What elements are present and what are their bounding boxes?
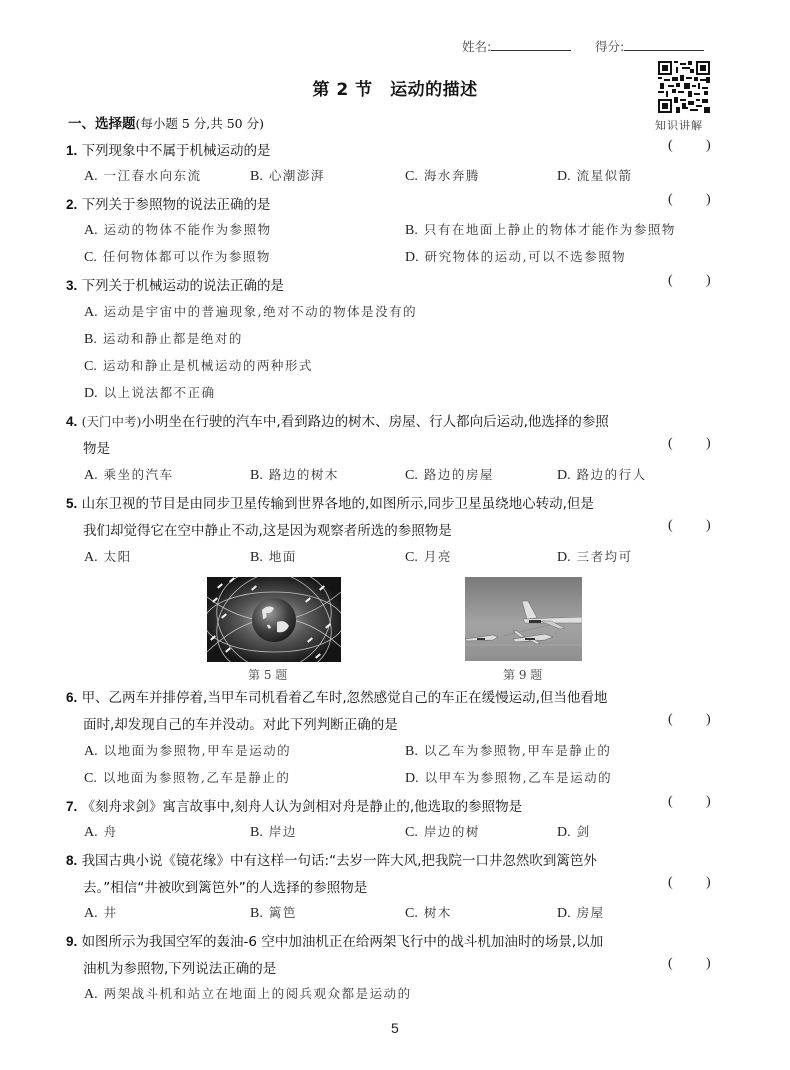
option-text[interactable]: 一江春水向东流	[103, 168, 202, 183]
question-3	[66, 274, 284, 294]
option-text[interactable]: 两架战斗机和站立在地面上的阅兵观众都是运动的	[103, 986, 412, 1001]
question-number: 6.	[66, 690, 78, 705]
option-text[interactable]: 研究物体的运动,可以不选参照物	[424, 249, 627, 264]
option-text[interactable]: 岸边	[268, 824, 297, 839]
paren-close: )	[706, 138, 711, 153]
option-text[interactable]: 以甲车为参照物,乙车是运动的	[424, 770, 613, 785]
option-text[interactable]: 乘坐的汽车	[103, 467, 174, 482]
option-text[interactable]: 路边的树木	[268, 467, 339, 482]
option-c[interactable]	[405, 166, 480, 185]
section-note: (每小题 5 分,共 50 分)	[135, 116, 264, 131]
option-letter[interactable]: D.	[405, 771, 419, 786]
score-label: 得分:	[595, 39, 625, 54]
question-text-line-2: 油机为参照物,下列说法正确的是	[83, 961, 277, 977]
option-text[interactable]: 房屋	[576, 905, 605, 920]
option-b[interactable]	[84, 329, 243, 348]
option-text[interactable]: 任何物体都可以作为参照物	[102, 249, 271, 264]
paren-open[interactable]: (	[668, 518, 673, 533]
option-b[interactable]	[250, 903, 297, 922]
option-letter[interactable]: D.	[557, 906, 571, 921]
option-c[interactable]	[84, 356, 313, 375]
question-number: 4.	[66, 414, 78, 429]
qr-caption: 知识讲解	[655, 119, 703, 132]
option-text[interactable]: 只有在地面上静止的物体才能作为参照物	[423, 222, 676, 237]
option-c[interactable]	[405, 903, 452, 922]
option-letter[interactable]: B.	[250, 468, 263, 483]
question-text: 如图所示为我国空军的轰油-6 空中加油机正在给两架飞行中的战斗机加油时的场景,以加	[81, 934, 604, 950]
paren-open[interactable]: (	[668, 273, 673, 288]
option-letter[interactable]: C.	[405, 906, 418, 921]
name-field[interactable]	[462, 37, 571, 55]
option-letter[interactable]: D.	[557, 468, 571, 483]
question-number: 8.	[66, 853, 78, 868]
option-text[interactable]: 三者均可	[576, 549, 633, 564]
question-number: 1.	[66, 143, 78, 158]
page-title: 第 2 节 运动的描述	[312, 80, 478, 100]
question-text: 甲、乙两车并排停着,当甲车司机看着乙车时,忽然感觉自己的车正在缓慢运动,但当他看地	[81, 690, 608, 706]
option-text[interactable]: 路边的房屋	[423, 467, 494, 482]
question-7	[66, 795, 522, 815]
question-text: 我国古典小说《镜花缘》中有这样一句话:“去岁一阵大风,把我院一口井忽然吹到篱笆外	[81, 853, 597, 869]
option-d[interactable]	[557, 166, 633, 185]
option-a[interactable]	[84, 220, 272, 239]
question-text-line-2: 面时,却发现自己的车并没动。对此下列判断正确的是	[83, 717, 398, 733]
option-letter[interactable]: A.	[84, 825, 98, 840]
option-a[interactable]	[84, 741, 291, 760]
option-b[interactable]	[250, 465, 339, 484]
option-a[interactable]	[84, 166, 202, 185]
option-letter[interactable]: B.	[405, 223, 418, 238]
option-c[interactable]	[84, 768, 290, 787]
question-text-line-2: 去。”相信“井被吹到篱笆外”的人选择的参照物是	[83, 880, 368, 896]
option-d[interactable]	[557, 465, 647, 484]
option-text[interactable]: 运动的物体不能作为参照物	[103, 222, 272, 237]
option-text[interactable]: 井	[103, 905, 118, 920]
option-text[interactable]: 岸边的树	[423, 824, 480, 839]
option-text[interactable]: 流星似箭	[576, 168, 633, 183]
option-b[interactable]	[250, 822, 297, 841]
paren-open: (	[668, 138, 673, 153]
option-a[interactable]	[84, 903, 118, 922]
option-letter[interactable]: D.	[557, 550, 571, 565]
option-letter[interactable]: D.	[557, 825, 571, 840]
question-text: 下列关于参照物的说法正确的是	[81, 197, 271, 213]
paren-close[interactable]: )	[706, 192, 711, 207]
option-letter[interactable]: A.	[84, 744, 98, 759]
option-letter[interactable]: A.	[84, 987, 98, 1002]
paren-close[interactable]: )	[706, 794, 711, 809]
option-letter[interactable]: A.	[84, 305, 98, 320]
paren-open[interactable]: (	[668, 436, 673, 451]
option-text[interactable]: 地面	[268, 549, 297, 564]
option-d[interactable]	[557, 547, 633, 566]
name-label: 姓名:	[462, 39, 492, 54]
qr-code-icon[interactable]	[658, 61, 710, 113]
name-blank[interactable]	[491, 38, 571, 51]
option-text[interactable]: 运动和静止是机械运动的两种形式	[102, 358, 313, 373]
option-letter[interactable]: B.	[84, 332, 97, 347]
option-a[interactable]	[84, 465, 174, 484]
question-1	[66, 139, 271, 159]
question-2	[66, 193, 271, 213]
option-d[interactable]	[84, 383, 216, 402]
paren-open[interactable]: (	[668, 956, 673, 971]
section-heading	[68, 112, 264, 132]
option-c[interactable]	[405, 465, 494, 484]
option-letter[interactable]: B.	[250, 550, 263, 565]
option-d[interactable]	[405, 247, 626, 266]
option-text[interactable]: 月亮	[423, 549, 452, 564]
score-field[interactable]	[595, 37, 704, 55]
option-c[interactable]	[405, 822, 480, 841]
question-text: 小明坐在行驶的汽车中,看到路边的树木、房屋、行人都向后运动,他选择的参照	[141, 414, 609, 430]
option-a[interactable]	[84, 822, 118, 841]
paren-close[interactable]: )	[706, 712, 711, 727]
option-b[interactable]	[405, 220, 676, 239]
option-letter[interactable]: C.	[84, 771, 97, 786]
option-a[interactable]	[84, 984, 412, 1003]
option-text[interactable]: 以地面为参照物,乙车是静止的	[102, 770, 291, 785]
paren-open[interactable]: (	[668, 712, 673, 727]
figure-caption: 第 9 题	[503, 668, 543, 682]
section-title: 一、选择题	[68, 116, 136, 132]
option-d[interactable]	[405, 768, 612, 787]
paren-open[interactable]: (	[668, 192, 673, 207]
question-text: 《刻舟求剑》寓言故事中,刻舟人认为剑相对舟是静止的,他选取的参照物是	[81, 799, 523, 815]
option-a[interactable]	[84, 302, 417, 321]
option-letter[interactable]: C.	[405, 169, 418, 184]
option-letter[interactable]: B.	[405, 744, 418, 759]
option-text[interactable]: 剑	[576, 824, 591, 839]
option-text[interactable]: 篱笆	[268, 905, 297, 920]
question-number: 2.	[66, 197, 78, 212]
option-text[interactable]: 以乙车为参照物,甲车是静止的	[423, 743, 612, 758]
option-b[interactable]	[250, 166, 325, 185]
option-letter[interactable]: B.	[250, 169, 263, 184]
option-letter[interactable]: C.	[405, 550, 418, 565]
option-letter[interactable]: A.	[84, 169, 98, 184]
question-number: 3.	[66, 278, 78, 293]
question-8	[66, 849, 597, 869]
option-letter[interactable]: D.	[84, 386, 98, 401]
option-letter[interactable]: D.	[405, 250, 419, 265]
paren-close[interactable]: )	[706, 273, 711, 288]
question-number: 5.	[66, 496, 78, 511]
question-text-line-2: 物是	[83, 441, 110, 457]
paren-open[interactable]: (	[668, 875, 673, 890]
option-letter[interactable]: A.	[84, 223, 98, 238]
option-d[interactable]	[557, 822, 591, 841]
satellite-earth-image	[207, 577, 341, 662]
option-text[interactable]: 运动和静止都是绝对的	[102, 331, 243, 346]
aerial-refueling-image	[465, 577, 582, 661]
option-text[interactable]: 太阳	[103, 549, 132, 564]
option-text[interactable]: 海水奔腾	[423, 168, 480, 183]
option-letter[interactable]: B.	[250, 825, 263, 840]
option-letter[interactable]: C.	[405, 825, 418, 840]
option-text[interactable]: 以地面为参照物,甲车是运动的	[103, 743, 292, 758]
option-text[interactable]: 树木	[423, 905, 452, 920]
figure-caption: 第 5 题	[248, 668, 288, 682]
option-letter[interactable]: A.	[84, 906, 98, 921]
option-a[interactable]	[84, 547, 132, 566]
question-number: 7.	[66, 799, 78, 814]
question-9	[66, 930, 603, 950]
paren-close[interactable]: )	[706, 436, 711, 451]
option-text[interactable]: 舟	[103, 824, 118, 839]
question-5	[66, 492, 594, 512]
option-letter[interactable]: D.	[557, 169, 571, 184]
question-number: 9.	[66, 934, 78, 949]
option-text[interactable]: 运动是宇宙中的普遍现象,绝对不动的物体是没有的	[103, 304, 418, 319]
option-letter[interactable]: C.	[84, 359, 97, 374]
paren-close[interactable]: )	[706, 956, 711, 971]
question-text: 下列现象中不属于机械运动的是	[81, 143, 271, 159]
option-c[interactable]	[405, 547, 452, 566]
option-text[interactable]: 以上说法都不正确	[103, 385, 216, 400]
option-letter[interactable]: A.	[84, 550, 98, 565]
question-source: (天门中考)	[81, 414, 142, 429]
question-text: 山东卫视的节目是由同步卫星传输到世界各地的,如图所示,同步卫星虽绕地心转动,但是	[81, 496, 594, 512]
option-letter[interactable]: C.	[84, 250, 97, 265]
question-6	[66, 686, 607, 706]
paren-close[interactable]: )	[706, 875, 711, 890]
question-4	[66, 410, 609, 430]
option-letter[interactable]: B.	[250, 906, 263, 921]
option-text[interactable]: 心潮澎湃	[268, 168, 325, 183]
paren-close[interactable]: )	[706, 518, 711, 533]
option-d[interactable]	[557, 903, 605, 922]
paren-open[interactable]: (	[668, 794, 673, 809]
page-number: 5	[391, 1020, 399, 1036]
option-letter[interactable]: C.	[405, 468, 418, 483]
question-text: 下列关于机械运动的说法正确的是	[81, 278, 285, 294]
option-b[interactable]	[250, 547, 297, 566]
option-c[interactable]	[84, 247, 271, 266]
question-text-line-2: 我们却觉得它在空中静止不动,这是因为观察者所选的参照物是	[83, 523, 452, 539]
option-b[interactable]	[405, 741, 611, 760]
score-blank[interactable]	[624, 38, 704, 51]
option-letter[interactable]: A.	[84, 468, 98, 483]
option-text[interactable]: 路边的行人	[576, 467, 647, 482]
